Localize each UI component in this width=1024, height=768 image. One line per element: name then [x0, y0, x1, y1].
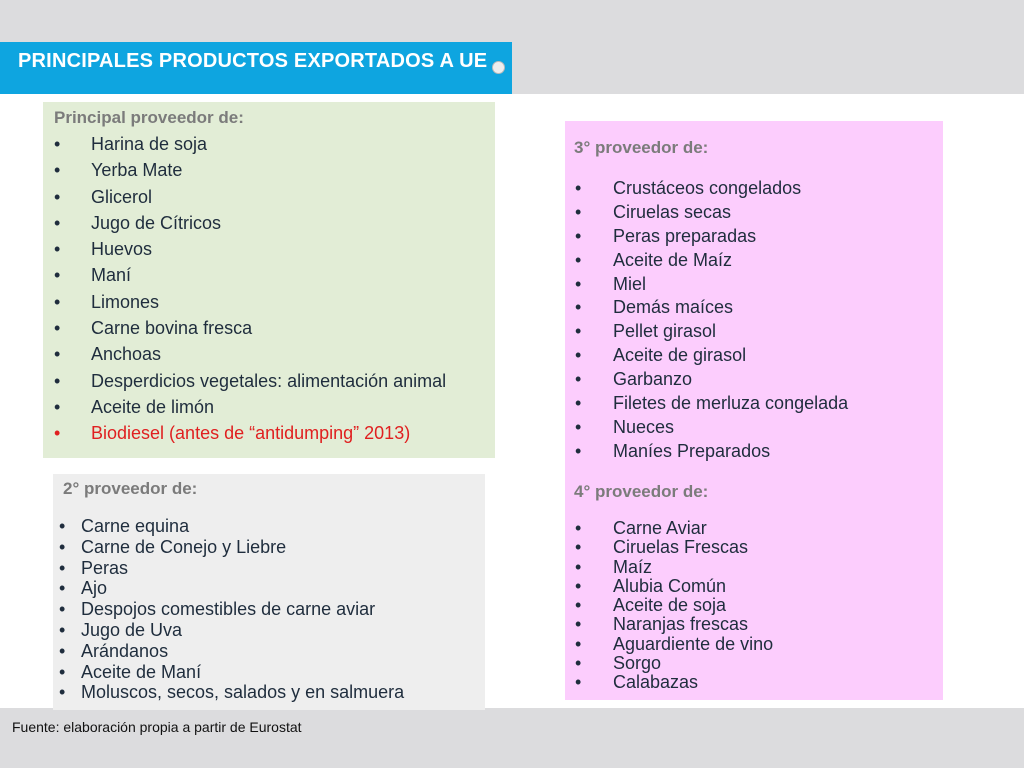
list-item-label: Jugo de Uva — [81, 619, 183, 640]
list-item — [565, 201, 848, 225]
list-item-label: Aceite de limón — [91, 396, 215, 417]
list-item — [565, 596, 773, 615]
bullet-icon: • — [54, 186, 61, 207]
bullet-icon: • — [54, 370, 61, 391]
list-item — [54, 341, 446, 367]
list-item — [565, 273, 848, 297]
principal-list — [54, 131, 446, 447]
bullet-icon: • — [575, 537, 582, 558]
list-item-label: Garbanzo — [613, 369, 693, 390]
list-item-label: Maíz — [613, 556, 653, 577]
list-item-label: Crustáceos congelados — [613, 178, 802, 198]
bullet-icon: • — [575, 321, 582, 342]
bullet-icon: • — [575, 653, 582, 674]
list-item-label: Maníes Preparados — [613, 440, 771, 461]
bullet-icon: • — [575, 440, 582, 461]
list-item — [54, 289, 446, 315]
list-item-label: Filetes de merluza congelada — [613, 393, 849, 414]
bullet-icon: • — [59, 661, 66, 682]
list-item-label: Jugo de Cítricos — [91, 212, 222, 233]
list-item — [565, 320, 848, 344]
list-item-label: Sorgo — [613, 653, 662, 674]
list-item-label: Biodiesel (antes de “antidumping” 2013) — [91, 423, 411, 444]
list-item — [565, 416, 848, 440]
list-item-label: Glicerol — [91, 186, 153, 207]
fourth-heading: 4° proveedor de: — [574, 482, 709, 501]
bullet-dot-icon — [492, 61, 505, 74]
list-item — [54, 262, 446, 288]
list-item — [54, 368, 446, 394]
list-item — [53, 682, 404, 703]
bullet-icon: • — [575, 556, 582, 577]
list-item — [54, 184, 446, 210]
bullet-icon: • — [575, 575, 582, 596]
list-item — [565, 296, 848, 320]
list-item-label: Harina de soja — [91, 134, 208, 154]
second-heading: 2° proveedor de: — [63, 479, 198, 498]
list-item-label: Maní — [91, 265, 132, 286]
list-item — [54, 157, 446, 183]
list-item-label: Ciruelas secas — [613, 201, 732, 222]
list-item-label: Anchoas — [91, 344, 162, 365]
bullet-icon: • — [575, 225, 582, 246]
bullet-icon: • — [575, 201, 582, 222]
bullet-icon: • — [575, 345, 582, 366]
bullet-icon: • — [54, 134, 61, 154]
list-item-label: Carne Aviar — [613, 518, 707, 538]
bullet-icon: • — [575, 273, 582, 294]
list-item — [53, 558, 404, 579]
list-item — [565, 654, 773, 673]
list-item — [565, 673, 773, 692]
bullet-icon: • — [54, 396, 61, 417]
list-item — [565, 177, 848, 201]
list-item-label: Carne equina — [81, 516, 190, 536]
list-item — [565, 577, 773, 596]
list-item — [54, 315, 446, 341]
principal-supplier-panel — [43, 102, 495, 458]
list-item — [54, 420, 446, 446]
page-title: PRINCIPALES PRODUCTOS EXPORTADOS A UE — [18, 50, 488, 72]
list-item — [54, 236, 446, 262]
bullet-icon: • — [59, 557, 66, 578]
bullet-icon: • — [575, 369, 582, 390]
bullet-icon: • — [575, 518, 582, 538]
list-item-label: Calabazas — [613, 672, 699, 693]
bullet-icon: • — [575, 672, 582, 693]
list-item-label: Miel — [613, 273, 647, 294]
list-item — [565, 538, 773, 557]
list-item — [54, 394, 446, 420]
third-list — [565, 177, 848, 464]
bullet-icon: • — [575, 297, 582, 318]
bullet-icon: • — [59, 619, 66, 640]
bullet-icon: • — [59, 536, 66, 557]
bullet-icon: • — [54, 212, 61, 233]
second-supplier-panel — [53, 474, 485, 710]
list-item — [565, 368, 848, 392]
list-item-label: Aguardiente de vino — [613, 633, 774, 654]
list-item-label: Nueces — [613, 416, 675, 437]
bullet-icon: • — [59, 640, 66, 661]
bullet-icon: • — [59, 516, 66, 536]
fourth-list — [565, 519, 773, 693]
list-item-label: Ciruelas Frescas — [613, 537, 749, 558]
bullet-icon: • — [59, 682, 66, 703]
list-item-label: Yerba Mate — [91, 160, 183, 181]
list-item-label: Carne de Conejo y Liebre — [81, 536, 287, 557]
list-item-label: Aceite de Maní — [81, 661, 202, 682]
list-item-label: Limones — [91, 291, 160, 312]
list-item — [565, 225, 848, 249]
bullet-icon: • — [575, 614, 582, 635]
bullet-icon: • — [54, 291, 61, 312]
third-heading: 3° proveedor de: — [574, 138, 709, 157]
list-item-label: Peras — [81, 557, 129, 578]
list-item-label: Carne bovina fresca — [91, 318, 253, 339]
list-item-label: Despojos comestibles de carne aviar — [81, 599, 376, 620]
list-item — [565, 392, 848, 416]
list-item — [53, 537, 404, 558]
list-item — [565, 519, 773, 538]
list-item-label: Demás maíces — [613, 297, 734, 318]
list-item — [565, 440, 848, 464]
bullet-icon: • — [54, 239, 61, 260]
list-item-label: Huevos — [91, 239, 153, 260]
third-fourth-supplier-panel — [565, 121, 943, 700]
bullet-icon: • — [575, 178, 582, 198]
list-item — [53, 578, 404, 599]
list-item-label: Aceite de soja — [613, 595, 727, 616]
footer-band — [0, 708, 1024, 768]
bullet-icon: • — [54, 344, 61, 365]
list-item — [54, 210, 446, 236]
bullet-icon: • — [54, 160, 61, 181]
list-item-label: Peras preparadas — [613, 225, 757, 246]
title-bar — [0, 42, 512, 94]
list-item — [565, 558, 773, 577]
list-item — [565, 249, 848, 273]
bullet-icon: • — [575, 393, 582, 414]
bullet-icon: • — [54, 423, 61, 444]
list-item-label: Moluscos, secos, salados y en salmuera — [81, 682, 405, 703]
bullet-icon: • — [54, 265, 61, 286]
list-item-label: Ajo — [81, 578, 108, 599]
bullet-icon: • — [59, 578, 66, 599]
list-item — [53, 516, 404, 537]
bullet-icon: • — [59, 599, 66, 620]
list-item-label: Aceite de girasol — [613, 345, 747, 366]
bullet-icon: • — [575, 633, 582, 654]
list-item — [565, 344, 848, 368]
second-list — [53, 516, 404, 703]
list-item-label: Aceite de Maíz — [613, 249, 733, 270]
principal-heading: Principal proveedor de: — [54, 108, 244, 127]
list-item — [53, 599, 404, 620]
list-item — [53, 662, 404, 683]
list-item-label: Desperdicios vegetales: alimentación animal — [91, 370, 447, 391]
list-item — [53, 641, 404, 662]
bullet-icon: • — [54, 318, 61, 339]
list-item — [565, 615, 773, 634]
source-note: Fuente: elaboración propia a partir de Eurostat — [12, 719, 302, 735]
list-item — [565, 635, 773, 654]
list-item — [53, 620, 404, 641]
list-item-label: Pellet girasol — [613, 321, 717, 342]
list-item-label: Arándanos — [81, 640, 169, 661]
bullet-icon: • — [575, 416, 582, 437]
bullet-icon: • — [575, 249, 582, 270]
list-item-label: Alubia Común — [613, 575, 727, 596]
list-item-label: Naranjas frescas — [613, 614, 749, 635]
list-item — [54, 131, 446, 157]
bullet-icon: • — [575, 595, 582, 616]
